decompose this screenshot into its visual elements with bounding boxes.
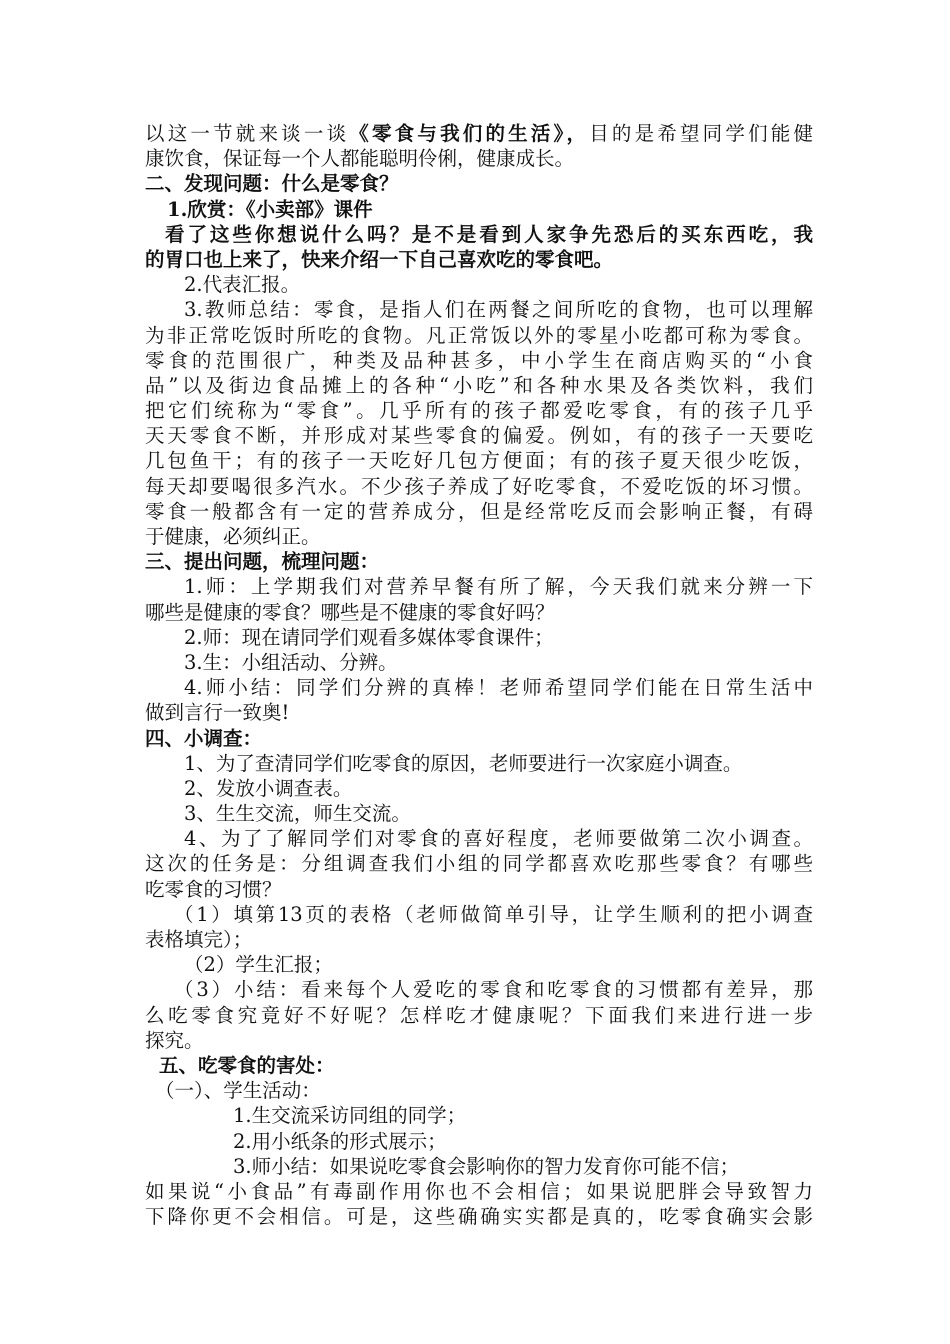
subheading-student-activity: （一）、学生活动： bbox=[155, 1079, 321, 1103]
section-heading-4: 四、小调查： bbox=[145, 726, 263, 750]
paragraph-line: 康饮食，保证每一个人都能聪明伶俐，健康成长。 bbox=[145, 147, 575, 171]
paragraph-line: 品”以及街边食品摊上的各种“小吃”和各种水果及各类饮料，我们 bbox=[145, 373, 813, 397]
paragraph-line: 把它们统称为“零食”。几乎所有的孩子都爱吃零食，有的孩子几乎 bbox=[145, 399, 813, 423]
paragraph-line: 表格填完）； bbox=[145, 928, 253, 951]
subheading-appreciate: 1.欣赏：《小卖部》课件 bbox=[167, 197, 373, 221]
list-item: 1.师：上学期我们对营养早餐有所了解，今天我们就来分辨一下 bbox=[184, 575, 813, 599]
section-heading-2: 二、发现问题：什么是零食？ bbox=[145, 172, 399, 196]
paragraph-line: 么吃零食究竟好不好呢？怎样吃才健康呢？下面我们来进行进一步 bbox=[145, 1003, 813, 1027]
list-item: 3.师小结：如果说吃零食会影响你的智力发育你可能不信； bbox=[233, 1154, 740, 1178]
list-item: 3.教师总结：零食，是指人们在两餐之间所吃的食物，也可以理解 bbox=[184, 298, 813, 322]
lesson-title: 《零食与我们的生活》， bbox=[349, 122, 590, 145]
paragraph-line: 于健康，必须纠正。 bbox=[145, 525, 321, 548]
section-heading-3: 三、提出问题，梳理问题： bbox=[145, 550, 380, 574]
section-heading-5: 五、吃零食的害处： bbox=[159, 1053, 335, 1077]
paragraph-line: 下降你更不会相信。可是，这些确确实实都是真的，吃零食确实会影 bbox=[145, 1205, 813, 1229]
list-item: 4.师小结：同学们分辨的真棒！老师希望同学们能在日常生活中 bbox=[184, 676, 813, 700]
paragraph-line: 吃零食的习惯？ bbox=[145, 877, 282, 901]
list-item: （3）小结：看来每个人爱吃的零食和吃零食的习惯都有差异，那 bbox=[174, 978, 813, 1002]
list-item: 2.师：现在请同学们观看多媒体零食课件； bbox=[184, 625, 554, 649]
paragraph-line: 探究。 bbox=[145, 1028, 204, 1052]
list-item: 2.代表汇报。 bbox=[184, 273, 301, 297]
paragraph-line: 天天零食不断，并形成对某些零食的偏爱。例如，有的孩子一天要吃 bbox=[145, 424, 813, 448]
paragraph-line: 零食一般都含有一定的营养成分，但是经常吃反而会影响正餐，有碍 bbox=[145, 499, 813, 523]
paragraph-line: 为非正常吃饭时所吃的食物。凡正常饭以外的零星小吃都可称为零食。 bbox=[145, 323, 813, 347]
document-page bbox=[145, 121, 813, 1229]
paragraph-line: 如果说“小食品”有毒副作用你也不会相信；如果说肥胖会导致智力 bbox=[145, 1179, 813, 1203]
paragraph-line: 看了这些你想说什么吗？是不是看到人家争先恐后的买东西吃，我 bbox=[165, 222, 813, 246]
paragraph-line: 零食的范围很广，种类及品种甚多，中小学生在商店购买的“小食 bbox=[145, 348, 813, 372]
list-item: 1.生交流采访同组的同学； bbox=[233, 1104, 467, 1128]
paragraph-line: 哪些是健康的零食？哪些是不健康的零食好吗？ bbox=[145, 600, 555, 624]
paragraph-line: 这次的任务是：分组调查我们小组的同学都喜欢吃那些零食？有哪些 bbox=[145, 852, 813, 876]
list-item: 4、为了了解同学们对零食的喜好程度，老师要做第二次小调查。 bbox=[184, 827, 813, 851]
list-item: 3、生生交流，师生交流。 bbox=[184, 802, 411, 826]
list-item: （1）填第13页的表格（老师做简单引导，让学生顺利的把小调查 bbox=[174, 902, 813, 926]
list-item: （2）学生汇报； bbox=[184, 953, 333, 977]
list-item: 3.生：小组活动、分辨。 bbox=[184, 650, 398, 674]
paragraph-line: 的胃口也上来了，快来介绍一下自己喜欢吃的零食吧。 bbox=[145, 247, 614, 271]
paragraph-line: 以这一节就来谈一谈《零食与我们的生活》，目的是希望同学们能健 bbox=[145, 122, 813, 145]
paragraph-line: 每天却要喝很多汽水。不少孩子养成了好吃零食，不爱吃饭的坏习惯。 bbox=[145, 474, 813, 498]
list-item: 2、发放小调查表。 bbox=[184, 776, 353, 800]
paragraph-line: 几包鱼干；有的孩子一天吃好几包方便面；有的孩子夏天很少吃饭， bbox=[145, 449, 813, 473]
list-item: 1、为了查清同学们吃零食的原因，老师要进行一次家庭小调查。 bbox=[184, 751, 743, 775]
paragraph-line: 做到言行一致奥! bbox=[145, 701, 290, 725]
list-item: 2.用小纸条的形式展示； bbox=[233, 1129, 447, 1153]
